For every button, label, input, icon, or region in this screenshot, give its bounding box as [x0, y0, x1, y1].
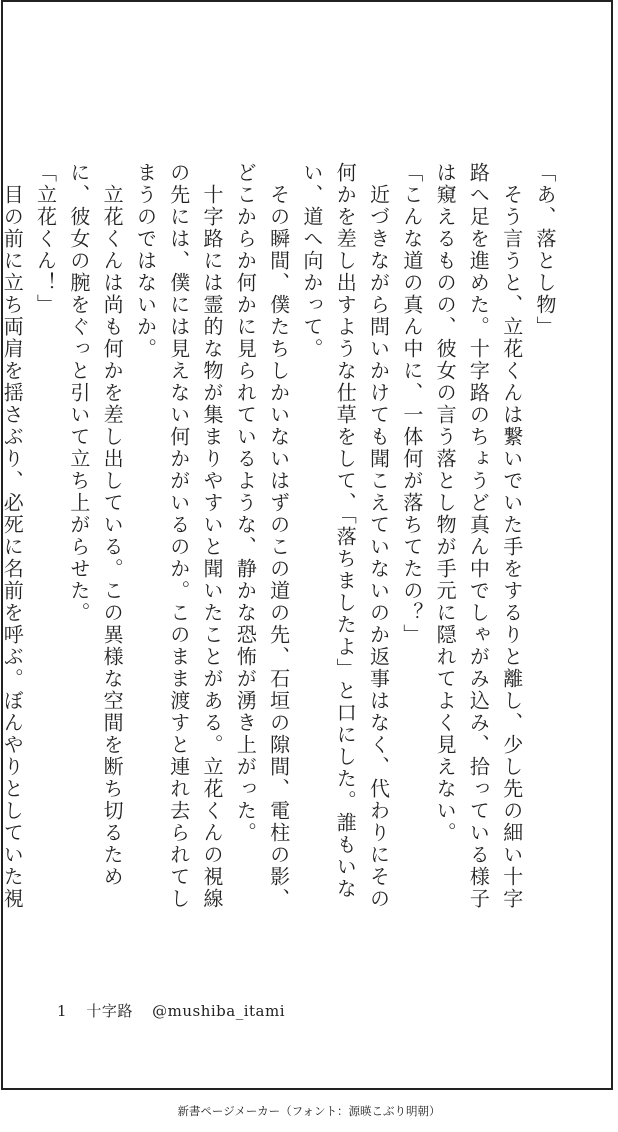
page-footer: [57, 1000, 299, 1021]
vertical-text-columns: [0, 162, 561, 922]
body-text-area: [0, 162, 561, 922]
paragraph: 「こんな道の真ん中に、一体何が落ちてたの？」: [399, 162, 424, 646]
paragraph: 立花くんは尚も何かを差し出している。この異様な空間を断ち切るために、彼女の腕をぐっと引いて立ち上がらせた。: [66, 162, 125, 888]
author-handle: @mushiba_itami: [152, 1002, 285, 1020]
book-page: [1, 0, 613, 1090]
paragraph: そう言うと、立花くんは繋いでいた手をするりと離し、少し先の細い十字路へ足を進めた。十字路のちょうど真ん中でしゃがみ込み、拾っている様子は窺えるものの、彼女の言う落とし物が手元に隠れてよく見えない。: [433, 162, 524, 910]
paragraph: 目の前に立ち両肩を揺さぶり、必死に名前を呼ぶ。ぼんやりとしていた視: [0, 184, 25, 910]
paragraph: 「あ、落とし物」: [533, 162, 557, 338]
page-number: 1: [57, 1002, 68, 1020]
story-title: 十字路: [86, 1002, 133, 1020]
generator-credit: 新書ページメーカー（フォント：源暎こぶり明朝）: [177, 1104, 441, 1118]
paragraph: 「立花くん！」: [33, 162, 58, 316]
paragraph: 十字路には霊的な物が集まりやすいと聞いたことがある。立花くんの視線の先には、僕には見えない何かがいるのか。このまま渡すと連れ去られてしまうのではないか。: [133, 162, 225, 910]
paragraph: その瞬間、僕たちしかいないはずのこの道の先、石垣の隙間、電柱の影、どこからか何かに見られているような、静かな恐怖が湧き上がった。: [233, 162, 291, 910]
paragraph: 近づきながら問いかけても聞こえていないのか返事はなく、代わりにその何かを差し出すような仕草をして、「落ちましたよ」と口にした。誰もいない、道へ向かって。: [299, 162, 391, 910]
